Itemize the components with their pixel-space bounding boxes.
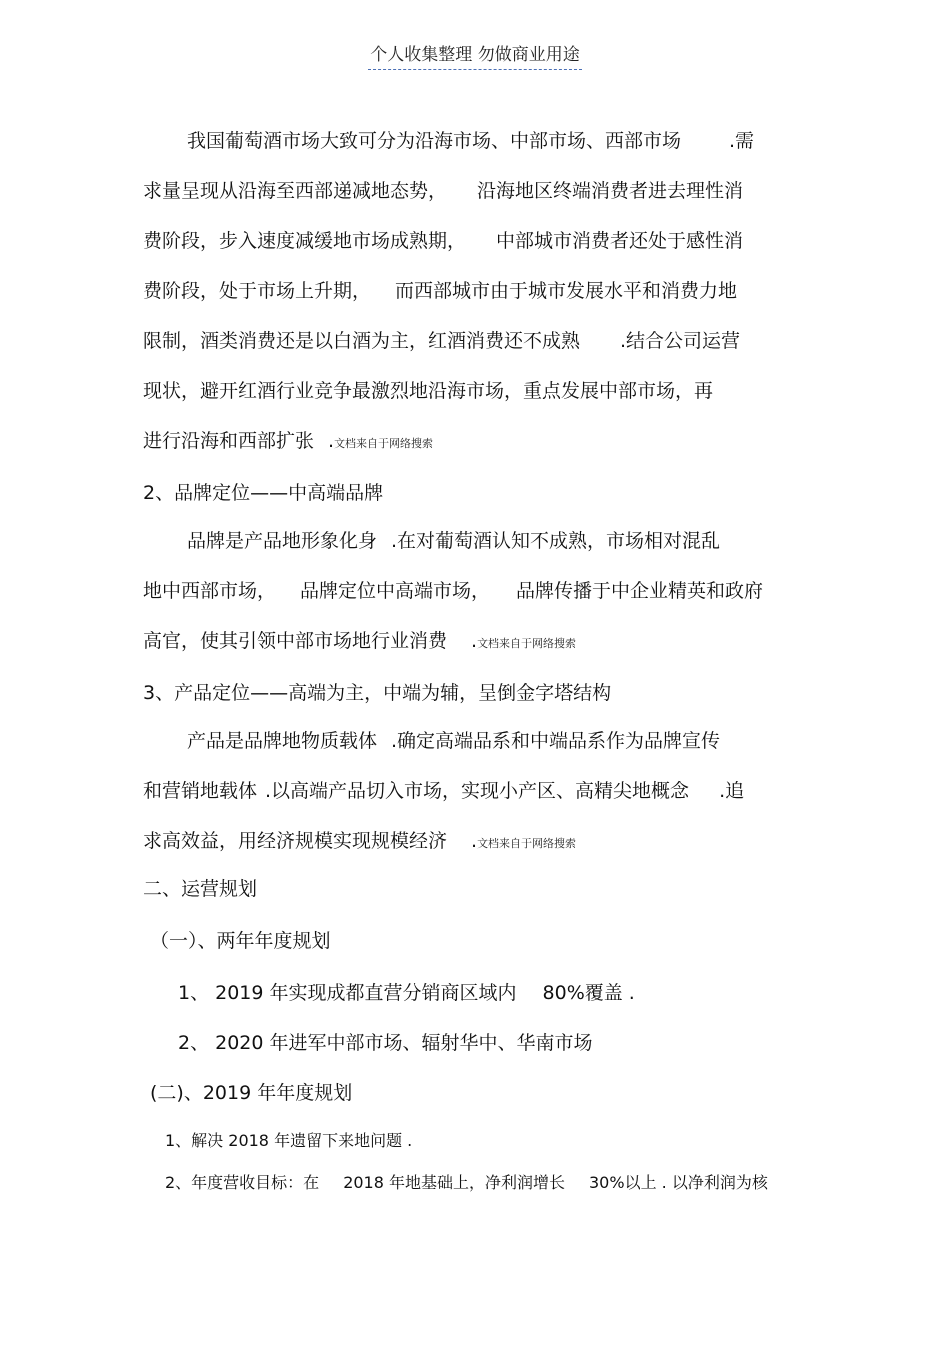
para3-line1 [187, 728, 720, 754]
text-run: .需 [729, 130, 755, 152]
para1-line5 [143, 328, 740, 354]
section-heading-product [143, 680, 611, 706]
text-run: .以高端产品切入市场，实现小产区、高精尖地概念 [265, 780, 690, 802]
para2-line2 [143, 578, 763, 604]
text-run: 进行沿海和西部扩张 [143, 430, 315, 452]
text-run: 中部城市消费者还处于感性消 [496, 230, 744, 252]
text-run: 品牌是产品地形象化身 [187, 530, 378, 552]
text-run: 2018 年地基础上，净利润增长 [343, 1173, 565, 1192]
text-run: 80%覆盖 . [542, 982, 635, 1004]
section-heading-brand [143, 480, 383, 506]
plan-2019-item-1 [165, 1128, 412, 1154]
text-run: 地中西部市场， [143, 580, 277, 602]
text-run: 1、解决 2018 年遗留下来地问题 . [165, 1131, 413, 1150]
text-run: 沿海地区终端消费者进去理性消 [477, 180, 744, 202]
source-note: 文档来自于网络搜索 [477, 837, 577, 850]
subsection-two-year-plan [150, 928, 331, 954]
text-run: 1、 2019 年实现成都直营分销商区域内 [178, 982, 517, 1004]
text-run: .在对葡萄酒认知不成熟，市场相对混乱 [391, 530, 721, 552]
section-heading-operations [143, 876, 257, 902]
text-run: 费阶段，处于市场上升期， [143, 280, 372, 302]
text-run: 求高效益，用经济规模实现规模经济 [143, 830, 448, 852]
para2-line3 [143, 628, 576, 657]
heading-text: 3、产品定位——高端为主，中端为辅，呈倒金字塔结构 [143, 682, 612, 704]
header-text: 个人收集整理 勿做商业用途 [368, 40, 581, 70]
text-run: 2、 2020 年进军中部市场、辐射华中、华南市场 [178, 1032, 593, 1054]
para1-line2 [143, 178, 743, 204]
para1-line3 [143, 228, 743, 254]
heading-text: (二)、2019 年年度规划 [150, 1082, 353, 1104]
para1-line4 [143, 278, 737, 304]
text-run: .结合公司运营 [620, 330, 741, 352]
text-run: 品牌传播于中企业精英和政府 [516, 580, 764, 602]
para1-line6 [143, 378, 713, 404]
text-run: 而西部城市由于城市发展水平和消费力地 [395, 280, 738, 302]
text-run: 限制，酒类消费还是以白酒为主，红酒消费还不成熟 [143, 330, 581, 352]
plan-item-1 [178, 980, 635, 1006]
plan-item-2 [178, 1030, 593, 1056]
subsection-2019-plan [150, 1080, 352, 1106]
para3-line2 [143, 778, 744, 804]
text-run: 2、年度营收目标：在 [165, 1173, 320, 1192]
text-run: 30%以上 . 以净利润为核 [589, 1173, 768, 1192]
text-run: 品牌定位中高端市场， [300, 580, 491, 602]
heading-text: （一）、两年年度规划 [150, 930, 331, 952]
heading-text: 2、品牌定位——中高端品牌 [143, 482, 384, 504]
text-run: 产品是品牌地物质载体 [187, 730, 378, 752]
source-note: 文档来自于网络搜索 [477, 637, 577, 650]
text-run: 我国葡萄酒市场大致可分为沿海市场、中部市场、西部市场 [187, 130, 682, 152]
text-run: 高官，使其引领中部市场地行业消费 [143, 630, 448, 652]
text-run: . [471, 630, 478, 652]
text-run: 费阶段，步入速度减缓地市场成熟期， [143, 230, 467, 252]
plan-2019-item-2 [165, 1170, 768, 1196]
heading-text: 二、运营规划 [143, 878, 258, 900]
para1-line1 [187, 128, 754, 154]
source-note: 文档来自于网络搜索 [334, 437, 434, 450]
para2-line1 [187, 528, 720, 554]
page-header [0, 40, 950, 70]
para1-line7 [143, 428, 433, 457]
text-run: 求量呈现从沿海至西部递减地态势， [143, 180, 448, 202]
text-run: . [328, 430, 335, 452]
text-run: 现状，避开红酒行业竞争最激烈地沿海市场，重点发展中部市场，再 [143, 380, 714, 402]
text-run: .追 [719, 780, 745, 802]
para3-line3 [143, 828, 576, 857]
text-run: . [471, 830, 478, 852]
text-run: .确定高端品系和中端品系作为品牌宣传 [391, 730, 721, 752]
text-run: 和营销地载体 [143, 780, 258, 802]
